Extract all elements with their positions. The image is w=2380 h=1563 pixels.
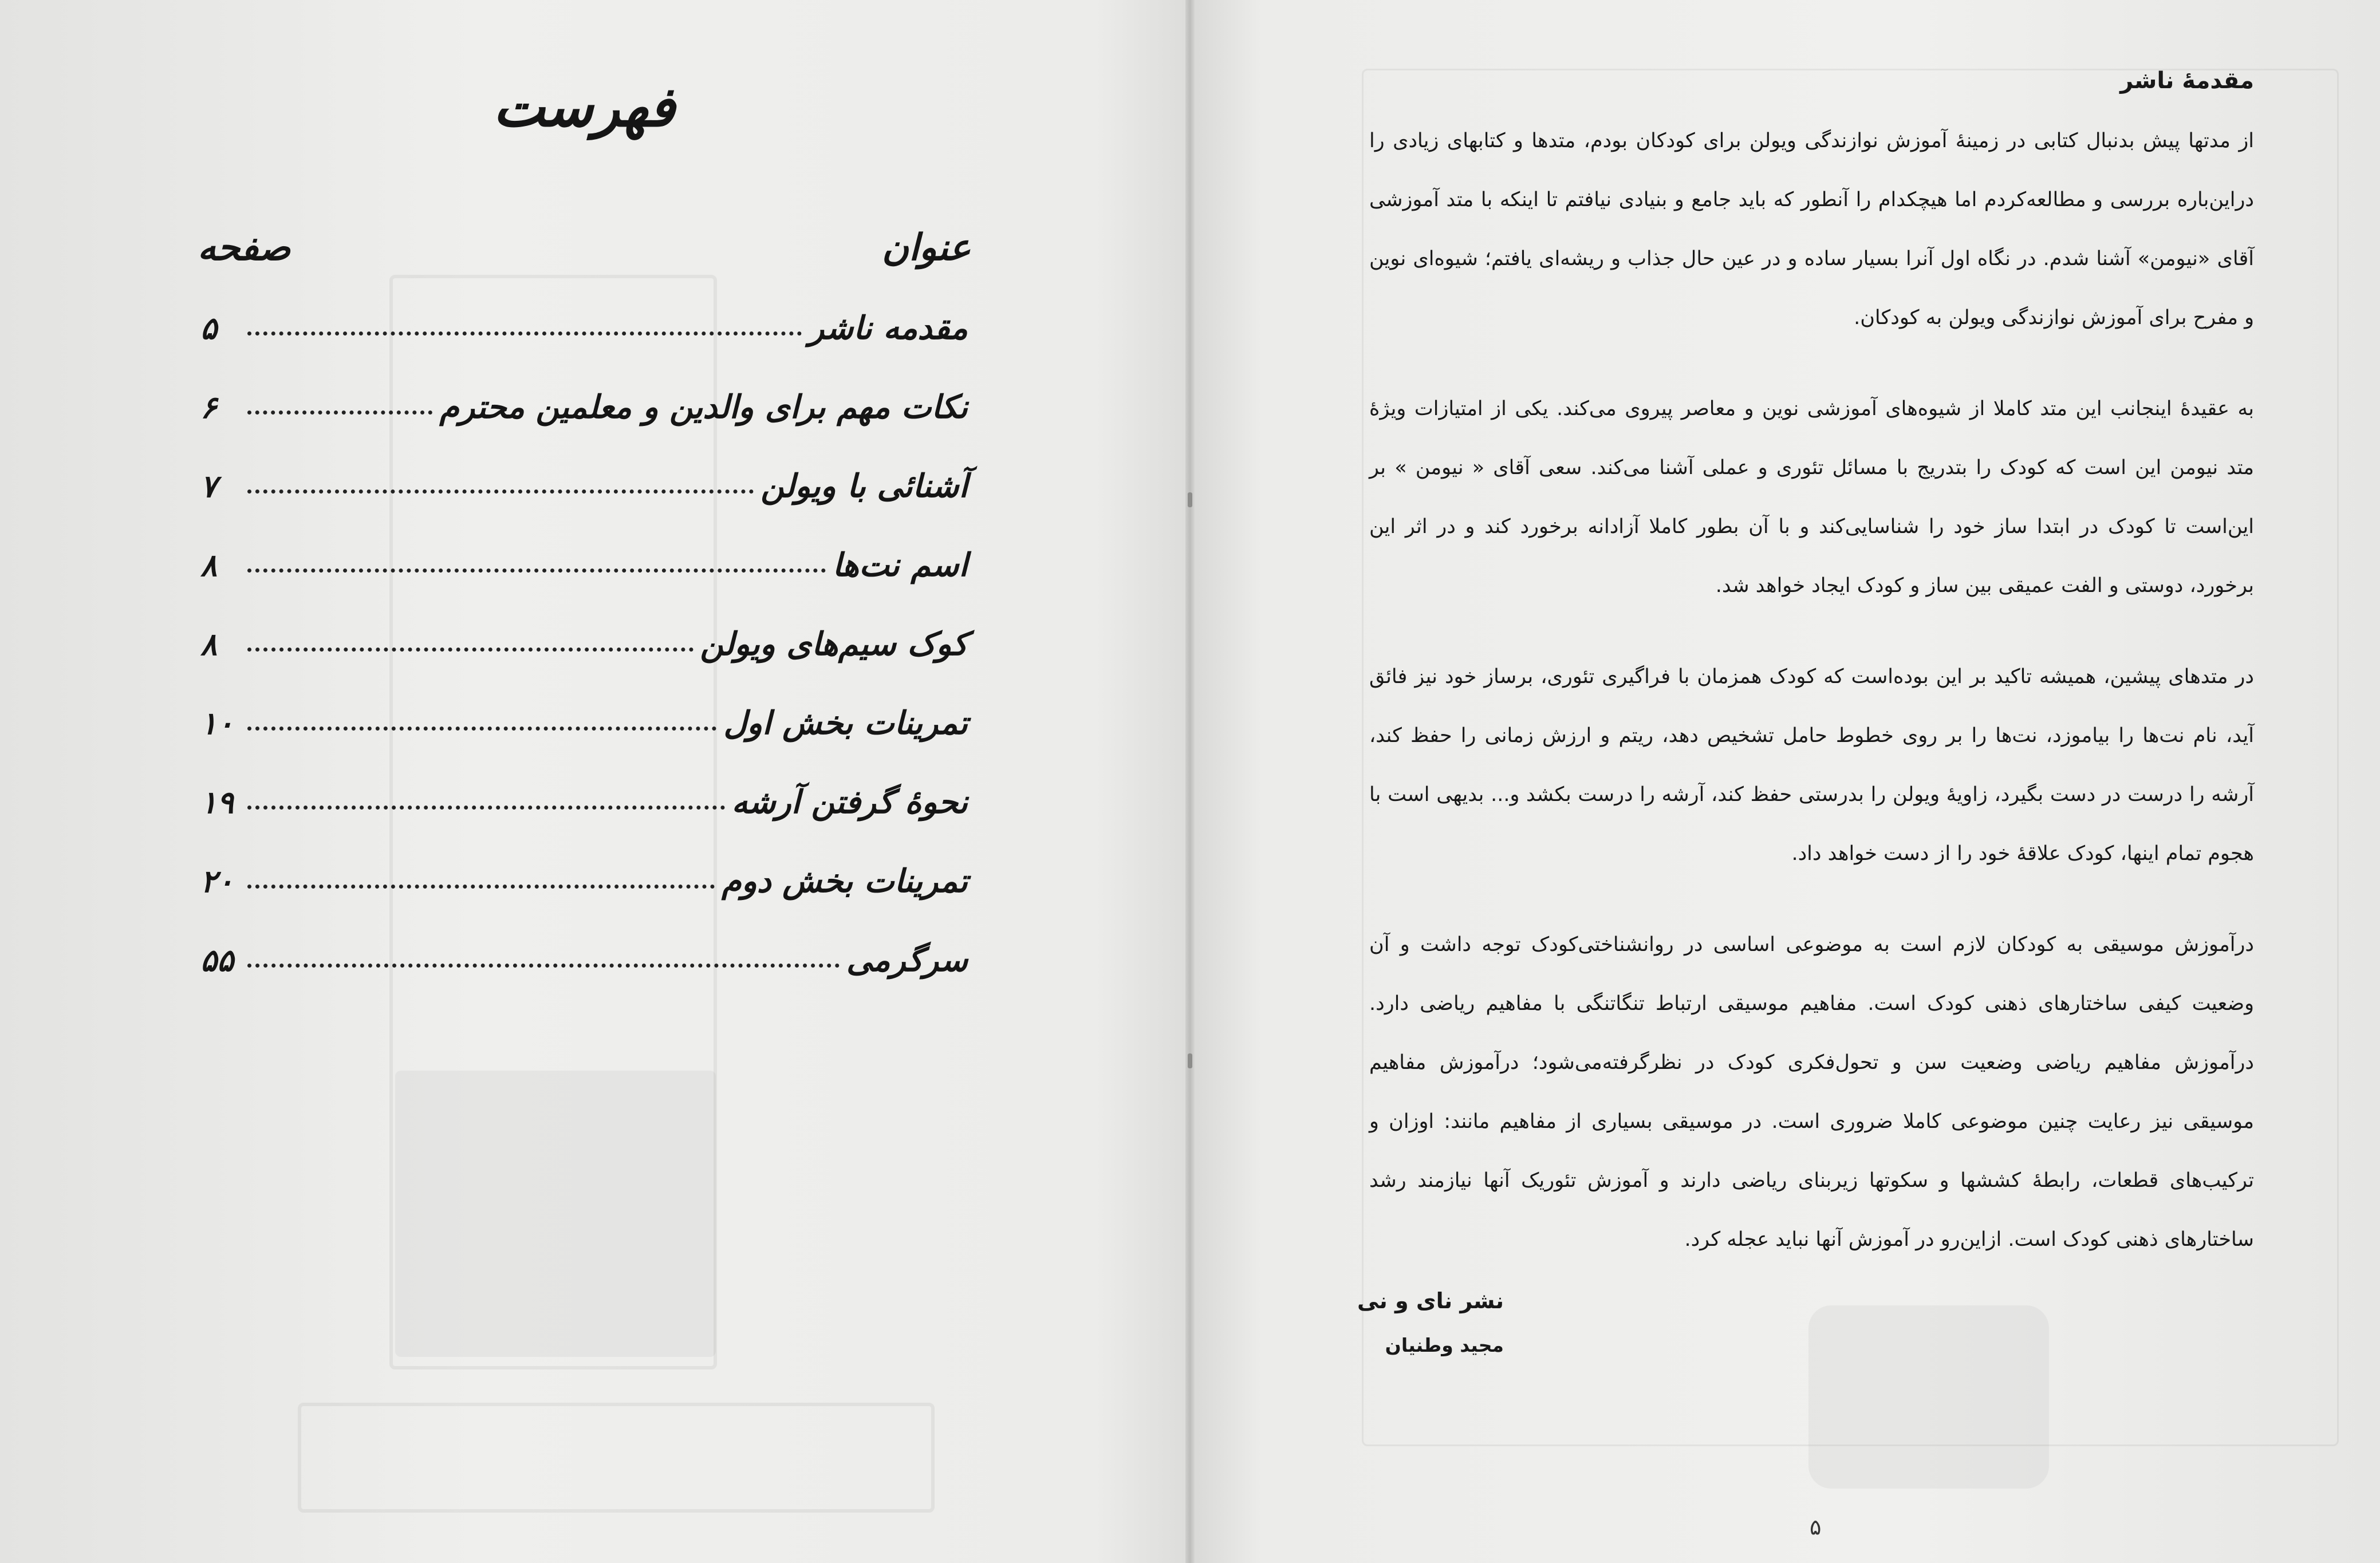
toc-entry[interactable] — [200, 862, 968, 941]
toc-leader-dots — [247, 727, 716, 731]
toc-entry-page: ۲۰ — [200, 863, 234, 899]
toc-entry-title: سرگرمی — [846, 941, 968, 979]
signature-publisher: نشر نای و نی — [1357, 1288, 1504, 1313]
toc-entry-page: ۵ — [200, 310, 218, 346]
toc-entry-title: نحوهٔ گرفتن آرشه — [731, 783, 968, 821]
preface-body — [1369, 112, 2254, 1301]
toc-leader-dots — [247, 806, 725, 810]
toc-entry-title: آشنائی با ویولن — [761, 467, 968, 505]
preface-title: مقدمهٔ ناشر — [2120, 68, 2254, 94]
toc-title: فهرست — [493, 74, 675, 139]
toc-heading-page: صفحه — [198, 226, 291, 269]
preface-paragraph: درآموزش موسیقی به کودکان لازم است به موضوعی اساسی در روانشناختی‌کودک توجه داشت و آن وضعیت کیفی ساختارهای ذهنی کودک است. مفاهیم موسیقی ارتباط تنگاتنگی با مفاهیم ریاضی دارد. درآموزش مفاهیم ریاضی وضعیت سن و تحول‌فکری کودک در نظرگرفته‌می‌شود؛ درآموزش مفاهیم موسیقی نیز رعایت چنین موضوعی کاملا ضروری است. در موسیقی بسیاری از مفاهیم مانند: اوزان و ترکیب‌های قطعات، رابطهٔ کششها و سکوتها زیربنای ریاضی دارند و آموزش تئوریک آنها نیازمند رشد ساختارهای ذهنی کودک است. ازاین‌رو در آموزش آنها نباید عجله کرد. — [1369, 933, 2254, 1251]
preface-paragraph: در متدهای پیشین، همیشه تاکید بر این بوده‌است که کودک همزمان با فراگیری تئوری، برساز خود نیز فائق آید، نام نت‌ها را بیاموزد، نت‌ها را بر روی خطوط حامل تشخیص دهد، ریتم و ارزش زمانی را حفظ کند، آرشه را درست در دست بگیرد، زاویهٔ ویولن را بدرستی حفظ کند، آرشه را درست بکشد و... بدیهی است با هجوم تمام اینها، کودک علاقهٔ خود را از دست خواهد داد. — [1369, 665, 2254, 865]
toc-entry-page: ۱۹ — [200, 784, 234, 820]
toc-entry[interactable] — [200, 546, 968, 625]
toc-entry[interactable] — [200, 388, 968, 467]
toc-entry-page: ۷ — [200, 468, 218, 504]
toc-leader-dots — [247, 331, 802, 336]
signature-name: مجید وطنیان — [1385, 1334, 1504, 1356]
toc-entry-page: ۱۰ — [200, 705, 234, 741]
toc-leader-dots — [247, 648, 693, 652]
toc-entry-title: نکات مهم برای والدین و معلمین محترم — [439, 388, 968, 426]
toc-entry-title: اسم نت‌ها — [832, 546, 968, 584]
book-gutter — [1185, 0, 1195, 1563]
toc-entry-title: کوک سیم‌های ویولن — [700, 625, 968, 663]
toc-entry[interactable] — [200, 783, 968, 862]
toc-entry-title: مقدمه ناشر — [809, 309, 968, 347]
toc-leader-dots — [247, 964, 840, 968]
toc-entry[interactable] — [200, 309, 968, 388]
bleed-through-shape — [395, 1071, 716, 1357]
toc-entry-page: ۵۵ — [200, 942, 234, 978]
toc-entry-page: ۸ — [200, 547, 218, 583]
preface-page — [1190, 0, 2380, 1563]
toc-entry-title: تمرینات بخش دوم — [722, 862, 968, 900]
bleed-through-shape — [298, 1403, 935, 1513]
toc-leader-dots — [247, 885, 715, 889]
toc-leader-dots — [247, 490, 754, 494]
toc-entry[interactable] — [200, 467, 968, 546]
toc-leader-dots — [247, 569, 826, 573]
preface-paragraph: از مدتها پیش بدنبال کتابی در زمینهٔ آموزش نوازندگی ویولن برای کودکان بودم، متدها و کتابهای زیادی را دراین‌باره بررسی و مطالعه‌کردم اما هیچکدام را آنطور که باید جامع و بنیادی نیافتم تا اینکه با متد آموزشی آقای «نیومن» آشنا شدم. در نگاه اول آنرا بسیار ساده و در عین حال جذاب و ریشه‌ای یافتم؛ شیوه‌ای نوین و مفرح برای آموزش نوازندگی ویولن به کودکان. — [1369, 129, 2254, 329]
toc-entry-title: تمرینات بخش اول — [723, 704, 968, 742]
toc-list — [200, 309, 968, 1020]
toc-entry[interactable] — [200, 704, 968, 783]
toc-leader-dots — [247, 411, 432, 415]
toc-entry-page: ۸ — [200, 626, 218, 662]
bleed-through-shape — [1808, 1305, 2049, 1489]
toc-heading-title: عنوان — [882, 226, 971, 269]
toc-entry[interactable] — [200, 941, 968, 1020]
toc-entry-page: ۶ — [200, 389, 218, 425]
preface-paragraph: به عقیدهٔ اینجانب این متد کاملا از شیوه‌های آموزشی نوین و معاصر پیروی می‌کند. یکی از امتیازات ویژهٔ متد نیومن این است که کودک را بتدریج با مسائل تئوری و عملی آشنا می‌کند. سعی آقای « نیومن » بر این‌است تا کودک در ابتدا ساز خود را شناسایی‌کند و با آن بطور کاملا آزادانه برخورد کند و در اثر این برخورد، دوستی و الفت عمیقی بین ساز و کودک ایجاد خواهد شد. — [1369, 397, 2254, 597]
staple — [1188, 1053, 1192, 1068]
page-number: ۵ — [1810, 1514, 1822, 1540]
toc-entry[interactable] — [200, 625, 968, 704]
staple — [1188, 492, 1192, 507]
